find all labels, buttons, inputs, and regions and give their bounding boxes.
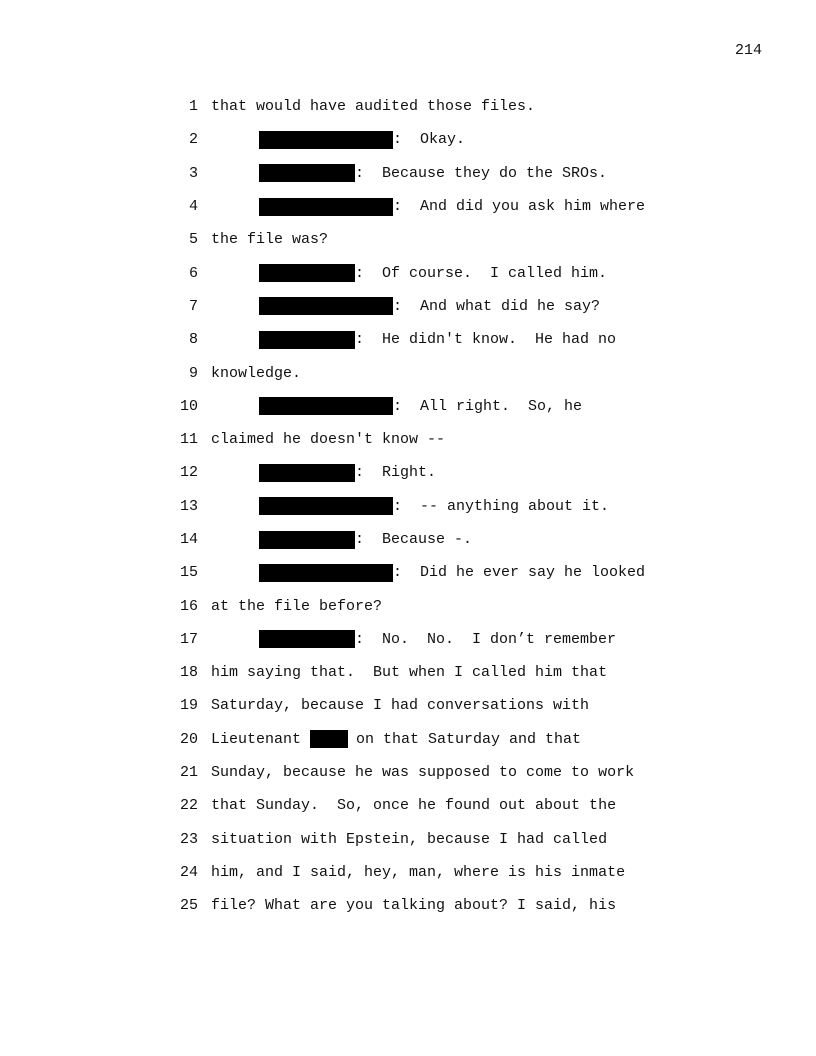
line-text: : -- anything about it. — [393, 497, 610, 515]
transcript-line — [178, 689, 778, 722]
redacted-speaker-name — [259, 264, 355, 282]
transcript-line — [178, 623, 778, 656]
redacted-speaker-name — [259, 331, 355, 349]
line-text-after: on that Saturday and that — [356, 730, 582, 748]
line-text: : Because -. — [355, 531, 473, 548]
transcript-line — [178, 523, 778, 556]
transcript-line — [178, 490, 778, 523]
line-text: claimed he doesn't know -- — [211, 431, 446, 449]
line-text: : All right. So, he — [393, 397, 583, 415]
speaker-line — [259, 331, 616, 349]
transcript-line — [178, 290, 778, 323]
line-text: : Did he ever say he looked — [393, 564, 646, 582]
line-number: 12 — [179, 464, 198, 482]
line-text: : Okay. — [393, 131, 466, 149]
line-number: 17 — [179, 630, 198, 648]
redacted-speaker-name — [259, 464, 355, 482]
redacted-speaker-name — [259, 397, 393, 415]
transcript-line — [178, 789, 778, 822]
speaker-line — [259, 131, 465, 149]
line-text: : And what did he say? — [393, 297, 601, 315]
line-number: 22 — [179, 797, 198, 815]
redacted-speaker-name — [259, 497, 393, 515]
speaker-line — [259, 464, 436, 482]
transcript-line — [178, 256, 778, 289]
line-number: 24 — [179, 863, 198, 881]
line-number: 3 — [188, 164, 198, 182]
line-text: him saying that. But when I called him that — [211, 664, 608, 682]
line-number: 8 — [188, 331, 198, 349]
transcript-line — [178, 157, 778, 190]
redacted-speaker-name — [259, 198, 393, 216]
speaker-line — [259, 297, 600, 315]
line-number: 21 — [179, 764, 198, 782]
line-text: : No. No. I don’t remember — [355, 630, 617, 648]
transcript-line — [178, 190, 778, 223]
line-text: at the file before? — [211, 597, 383, 615]
transcript-line — [178, 456, 778, 489]
line-number: 13 — [179, 497, 198, 515]
speaker-line — [259, 531, 472, 549]
line-text: that would have audited those files. — [211, 98, 536, 116]
transcript-line — [178, 856, 778, 889]
line-number: 2 — [188, 131, 198, 149]
transcript-line — [178, 589, 778, 622]
line-number: 20 — [179, 730, 198, 748]
line-number: 23 — [179, 830, 198, 848]
line-text: Saturday, because I had conversations with — [211, 697, 590, 715]
transcript-line — [178, 223, 778, 256]
redacted-speaker-name — [259, 164, 355, 182]
transcript-line — [178, 756, 778, 789]
redacted-speaker-name — [259, 630, 355, 648]
line-number: 5 — [188, 231, 198, 249]
redacted-speaker-name — [259, 131, 393, 149]
line-text: : And did you ask him where — [393, 198, 646, 216]
transcript-line — [178, 390, 778, 423]
line-number: 19 — [179, 697, 198, 715]
line-number: 7 — [188, 297, 198, 315]
speaker-line — [259, 397, 582, 415]
line-number: 14 — [179, 531, 198, 548]
redacted-speaker-name — [259, 531, 355, 549]
line-text: him, and I said, hey, man, where is his inmate — [211, 863, 626, 881]
redacted-speaker-name — [259, 564, 393, 582]
transcript-line — [178, 123, 778, 156]
speaker-line — [259, 264, 607, 282]
transcript-line — [178, 723, 778, 756]
line-text: the file was? — [211, 231, 329, 249]
line-content — [211, 730, 581, 748]
transcript-line — [178, 823, 778, 856]
line-text: knowledge. — [211, 364, 302, 382]
transcript-line — [178, 889, 778, 922]
transcript-line — [178, 423, 778, 456]
redacted-name — [310, 730, 348, 748]
speaker-line — [259, 198, 645, 216]
line-text: : Because they do the SROs. — [355, 164, 608, 182]
transcript-line — [178, 323, 778, 356]
line-number: 1 — [188, 98, 198, 116]
line-number: 9 — [188, 364, 198, 382]
line-number: 16 — [179, 597, 198, 615]
line-text: file? What are you talking about? I said, his — [211, 897, 617, 915]
line-text: that Sunday. So, once he found out about the — [211, 797, 617, 815]
line-number: 25 — [179, 897, 198, 915]
line-text: Sunday, because he was supposed to come to work — [211, 764, 635, 782]
page-number: 214 — [734, 42, 762, 59]
line-text-before: Lieutenant — [211, 730, 302, 748]
transcript-line — [178, 356, 778, 389]
redacted-speaker-name — [259, 297, 393, 315]
line-number: 10 — [179, 397, 198, 415]
line-number: 4 — [188, 198, 198, 216]
speaker-line — [259, 630, 616, 648]
transcript — [178, 90, 778, 922]
line-text: : Right. — [355, 464, 437, 482]
transcript-line — [178, 90, 778, 123]
line-text: : He didn't know. He had no — [355, 331, 617, 349]
line-number: 11 — [179, 431, 198, 449]
speaker-line — [259, 564, 645, 582]
speaker-line — [259, 497, 609, 515]
line-number: 6 — [188, 264, 198, 282]
transcript-line — [178, 656, 778, 689]
line-text: situation with Epstein, because I had called — [211, 830, 608, 848]
line-number: 18 — [179, 664, 198, 682]
speaker-line — [259, 164, 607, 182]
line-text: : Of course. I called him. — [355, 264, 608, 282]
transcript-line — [178, 556, 778, 589]
line-number: 15 — [179, 564, 198, 582]
